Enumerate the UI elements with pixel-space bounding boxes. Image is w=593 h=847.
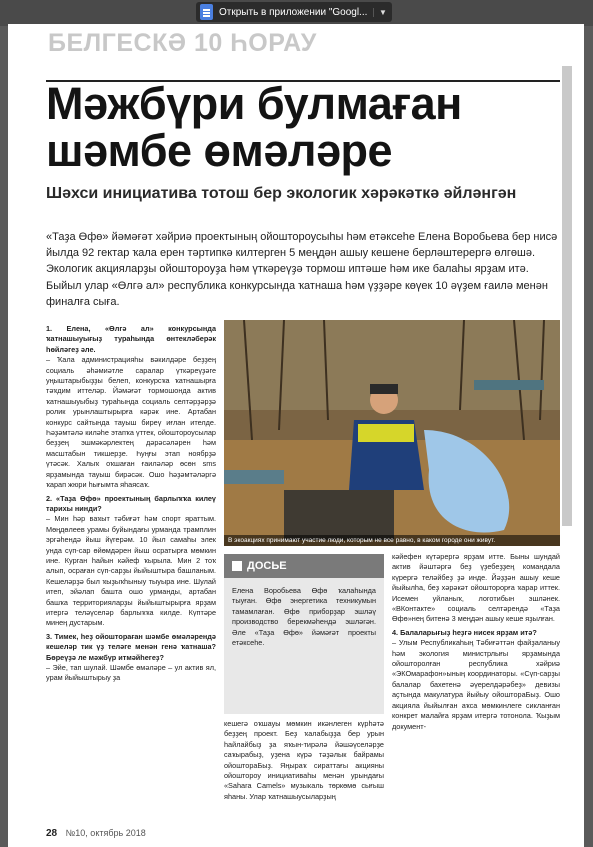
dossier-box [224, 554, 384, 714]
google-docs-icon [200, 4, 213, 20]
answer-4: – Улым Республикаһың Тәбиғәттән файҙаланыу һәм экология министрлығы ярҙамында ойошторолған республика хәйриә «ЭКОмарафон»ының координаторы. «Сүп-сарҙы балалар бахетенә әүерелдәрәбеҙ» девизы аҫтында макулатура йыйыу ойоштораБыҙ. Ошо акцияла йыйылған аҡса мөмкинлеге сикланған конкрет малайға ярҙам итергә тотонола. Ҡыҙым документ- [392, 638, 560, 731]
answer-2: – Мин һәр ваҡыт тәбиғәт һәм спорт яраттым. Мөңдөлеев урамы буйындағы урманда трамплин эргәһендә йыш йүгерәм. 10 йыл самаһы элек унда сүп-сар өйөмдәрен йыш осратырға мөмкин ине. Курган һайын кәйеф ҡырыла. Мин 2 тоҡ алып, осраған сүп-сарҙы йыйыштыра башланым. Кешеләрҙә был ҡыҙыҡһыныу тыуыра ине. Шулай итеп, эйәлап башта ошо урманды, артабан башҡа территорияларҙы йыйыштырырға ярҙам итергә теләүселәр барлыҡҡа килде. Күптәре минең дустарым. [46, 514, 216, 628]
article-lead: «Таҙа Өфө» йәмәғәт хәйриә проектының ойоштороусыһы һәм етәксеһе Елена Воробьева бер нисә йылда 92 гектар ҡала ерен тәртипкә килтерген 5 меңдән ашыу кешене берләштерергә өлгөшә. Экологик акцияларҙы ойоштороуҙа һәм үткәреүҙә тормош иптәше һәм ике балаһы ярҙам итә. Быйыл улар «Өлгә ал» республика конкурсында ҡатнаша һәм үҙҙәре көүек 10 әүҙем ғаилә менән финалға сыға. [46, 231, 558, 308]
page-number: 28 [46, 828, 58, 839]
article-title [46, 80, 462, 174]
column-3 [392, 552, 560, 822]
column-1 [46, 321, 216, 837]
article-photo [224, 320, 560, 546]
title-line-1: Мәжбүри булмаған [46, 78, 462, 129]
magazine-page [8, 24, 584, 847]
answer-1: – Ҡала администрацияһы вәкилдәре беҙҙең социаль әһәмиәтле саралар үткәреүҙәге уңыштарыбыҙҙы белеп, конкурсҡа ҡатнашырға тәҡдим иттеләр. Йәмәғәт тормошонда актив ҡатнашыуыбыҙ тураһында социаль селтәрҙәрҙә ролик урынлаштырырға кәрәк ине. Артабан конкурс сайтында тауыш биреү иғлан ителде. Һәҙәмтәлә киләһе этапҡа үттек, ойоштороусылар беҙҙең эшмәкәрлектең дәрәсәләрен һәм масштабын тикшерҙе. Һуңғы этап ноябрҙә үтәсәк. Халыҡ оҡшаған ғаиләләр өсөн sms ярҙамында тауыш бирәсәк. Ошо һәҙәмтәләргә ҡарап жюри һығымта яһаясаҡ. [46, 355, 216, 490]
question-4: 4. Балаларығыҙ һеҙгә нисек ярҙам итә? [392, 627, 537, 637]
question-2: 2. «Таҙа Өфө» проектының барлыҡҡа килеү тарихы нинди? [46, 493, 216, 513]
volunteer-photo [224, 320, 560, 546]
open-in-app-label[interactable]: Открыть в приложении "Googl... [219, 6, 368, 18]
dossier-text: Елена Воробьева Өфө ҡалаһында тыуған. Өфө энергетика техникумын тамамлаған. Өфө приборҙар эшләү производство берекмәһендә эшләгән. Әле «Таҙа Өфө» йәмәғәт проекты етәксеһе. [232, 586, 376, 648]
dossier-marker-icon [232, 561, 242, 571]
title-line-2: шәмбе өмәләре [46, 125, 392, 176]
dossier-heading: ДОСЬЕ [247, 560, 287, 572]
question-1: 1. Елена, «Өлгә ал» конкурсында ҡатнашыуығыҙ тураһында өнтекләберәк һөйләгеҙ әле. [46, 324, 216, 354]
answer-3: – Эйе, тап шулай. Шәмбе өмәләре – ул актив ял, урам йыйыштырыу ҙа [46, 663, 216, 683]
section-heading: БЕЛГЕСКӘ 10 ҺОРАУ [48, 29, 317, 57]
chevron-down-icon[interactable]: ▼ [373, 8, 392, 17]
page-footer [46, 828, 146, 839]
question-3: 3. Тимек, һеҙ ойоштораған шәмбе өмәләрендә кешеләр тик үҙ теләге менән генә ҡатнаша? Бөреүҙә ле мәжбүр итмәйһегеҙ? [46, 631, 216, 662]
answer-3-end: кәйефен күтәрергә ярҙам итте. Быны шундай актив йәштәргә беҙ үҙебеҙҙең командала күрергә теләйбеҙ ҙә инде. Йәҙҙән ашыу кеше йыйылһа, беҙ хәрәкәт ойошторорға ҡарар иттек. Исемен уйланыҡ, логотибын эшләнек. «ВКонтакте» социаль селтәрендә «Таҙа Өфө»нең битенә 3 меңдән ашыу кеше яҙылған. [392, 552, 560, 624]
answer-3-continued: кешегә оҡшауы мөмкин икәнлеген күрһәтә беҙҙең проект. Беҙ ҡалабыҙҙа бер урын һайлайбыҙ ҙа яҡын-тирәлә йәшәүселәрҙе саҡырабыҙ, уҙена күрә тәҙәлык байрамы ойоштораБыҙ. Яңыраҡ сираттағы акцияны ойоштороу инициативаһы менән урындағы «Sahara Camels» музыкаль төркөмө сығыш яһаны. Улар ҡатнашыусыларҙың [224, 719, 384, 801]
browser-top-bar [0, 0, 593, 26]
side-bar-decoration [562, 66, 572, 526]
article-subtitle: Шәхси инициатива тотош бер экологик хәрәкәткә әйләнгән [46, 185, 517, 202]
column-2 [224, 719, 384, 819]
dossier-header [224, 554, 384, 578]
open-in-app-banner[interactable] [196, 2, 392, 22]
issue-info: №10, октябрь 2018 [65, 828, 146, 838]
photo-caption: В экоакциях принимают участие люди, которым не все равно, в каком городе они живут. [224, 535, 560, 546]
